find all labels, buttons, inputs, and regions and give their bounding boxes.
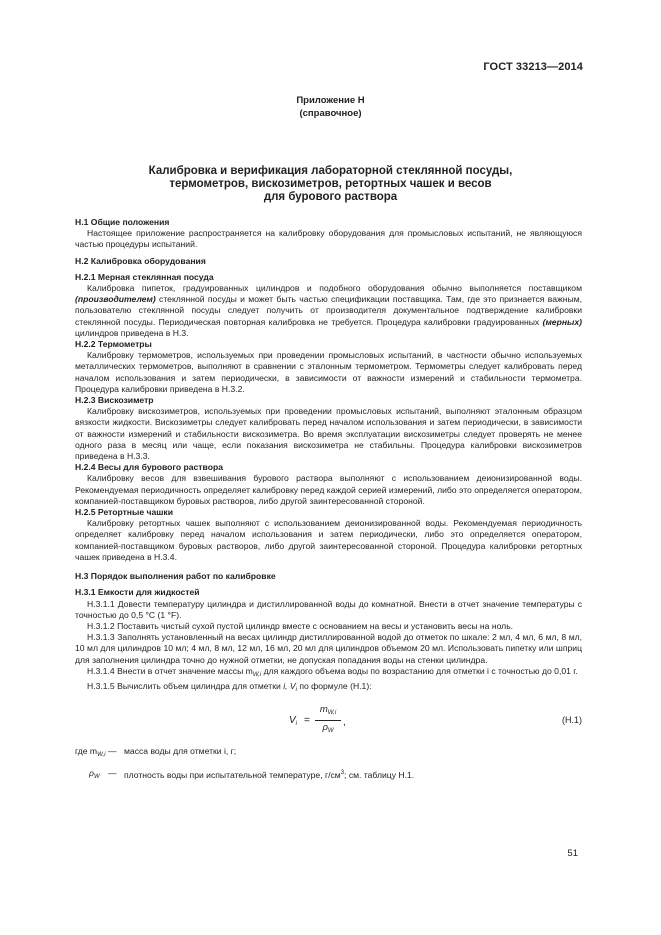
- paragraph-h25: Калибровку ретортных чашек выполняют с использованием деионизированной воды. Рекомендуемая периодичность определяет калибровку перед началом использования и затем периодически, либо это определяется оператором, компанией-поставщиком буровых растворов, либо другой заинтересованной стороной. Процедура калибровки ретортных чашек приведена в Н.3.4.: [75, 518, 582, 562]
- paragraph-h314: [75, 666, 582, 681]
- text-run: ; см. таблицу Н.1.: [344, 769, 415, 780]
- title-line-1: Калибровка и верификация лабораторной стеклянной посуды,: [148, 165, 513, 177]
- title-line-3: для бурового раствора: [263, 191, 398, 203]
- subsection-heading-h24: Н.2.4 Весы для бурового раствора: [75, 462, 223, 473]
- text-run: стеклянной посуды и может быть частью спецификации поставщика. Там, где это признается важным, пользователю стеклянной посуды следует получить от производителя документальное подтверждение калибровки стеклянной посуды. Периодическая повторная калибровка не требуется. Процедура калибровки градуированных: [75, 294, 582, 327]
- text-run: плотность воды при испытательной температуре, г/см: [124, 769, 341, 780]
- subsection-heading-h23: Н.2.3 Вискозиметр: [75, 395, 154, 406]
- formula-denominator: [315, 722, 341, 737]
- section-heading-h2: Н.2 Калибровка оборудования: [75, 255, 206, 266]
- where-text-rho: [124, 768, 414, 781]
- text-run: Н.3.1.5 Вычислить объем цилиндра для отметки: [87, 680, 281, 691]
- section-heading-h1: Н.1 Общие положения: [75, 217, 170, 227]
- annex-title: Приложение Н: [296, 95, 365, 106]
- standard-number: ГОСТ 33213—2014: [483, 61, 583, 73]
- formula-rho-subscript: W: [327, 728, 334, 735]
- formula-m-subscript: W,i: [327, 710, 337, 717]
- formula-rho: ρ: [322, 722, 328, 734]
- formula-v-subscript: i: [295, 721, 298, 728]
- where-line-1: [75, 746, 582, 768]
- page-number: 51: [567, 848, 578, 859]
- paragraph-h23: Калибровку вискозиметров, используемых при проведении промысловых испытаний, выполняют эталонным образцом вязкости жидкости. Вискозиметры следует калибровать перед началом использования и затем периодически, в зависимости от важности измерений и стабильности вискозиметра. Во время эксплуатации вискозиметры следует проверять не менее одного раза в месяц или чаще, если показания вискозиметра не стабильны. Процедура калибровки вискозиметров приведена в Н.3.3.: [75, 406, 582, 462]
- formula-fraction: [315, 704, 341, 737]
- document-title: [0, 165, 661, 204]
- fraction-bar: [315, 720, 341, 721]
- text-run: Н.3.1.4 Внести в отчет значение массы m: [87, 665, 253, 676]
- subscript: W,i: [252, 671, 262, 678]
- paragraph-h1: Настоящее приложение распространяется на калибровку оборудования для промысловых испытаний, не являющуюся частью процедуры испытаний.: [75, 228, 582, 250]
- formula-m: m: [319, 704, 328, 716]
- formula-v: V: [289, 715, 296, 727]
- text-run: для каждого объема воды по возрастанию для отметки i с точностью до 0,01 г.: [263, 665, 578, 676]
- text-run: по формуле (Н.1):: [299, 680, 372, 691]
- where-symbol-m: [75, 746, 106, 761]
- formula-lhs: [289, 715, 297, 730]
- formula-numerator: [315, 704, 341, 719]
- formula-equals: =: [304, 715, 310, 727]
- variable-v: V: [289, 680, 296, 691]
- formula-number: (Н.1): [562, 715, 582, 726]
- formula-h1: [75, 702, 582, 746]
- subsection-heading-h25: Н.2.5 Ретортные чашки: [75, 507, 174, 518]
- where-label: где m: [75, 746, 98, 757]
- where-dash: —: [108, 746, 117, 757]
- paragraph-h22: Калибровку термометров, используемых при проведении промысловых испытаний, в частности обычно используемых металлических термометров, выполняют в сравнении с эталонным термометром. Термометры следует калибровать перед началом использования и затем периодически, в зависимости от важности измерений и стабильности термометра. Процедура калибровки приведена в Н.3.2.: [75, 350, 582, 394]
- where-dash: —: [108, 768, 117, 779]
- emphasis-measuring: (мерных): [542, 316, 582, 327]
- emphasis-manufacturer: (производителем): [75, 294, 156, 305]
- where-symbol-rho: [89, 768, 100, 783]
- subscript: i: [295, 686, 297, 693]
- subsection-heading-h31: Н.3.1 Емкости для жидкостей: [75, 587, 200, 598]
- superscript: 3: [340, 770, 345, 777]
- text-run: Калибровка пипеток, градуированных цилиндров и подобного оборудования обычно выполняется поставщиком: [87, 283, 582, 294]
- annex-heading: [0, 94, 661, 120]
- paragraph-h312: Н.3.1.2 Поставить чистый сухой пустой цилиндр вместе с основанием на весы и установить весы на ноль.: [87, 620, 514, 631]
- paragraph-h21: [75, 283, 582, 339]
- paragraph-h24: Калибровку весов для взвешивания бурового раствора выполняют с использованием деионизированной воды. Рекомендуемая периодичность определяет калибровку перед каждой серией измерений, либо это определяется оператором, компанией-поставщиком буровых растворов, либо другой заинтересованной стороной.: [75, 473, 582, 506]
- document-body: [75, 217, 582, 790]
- where-text-m: масса воды для отметки i, г;: [124, 746, 237, 757]
- text-run: цилиндров приведена в Н.3.: [75, 327, 189, 338]
- where-line-2: [75, 768, 582, 790]
- paragraph-h311: Н.3.1.1 Довести температуру цилиндра и дистиллированной воды до комнатной. Внести в отчет значение температуры с точностью до 0,5 °С (1 °F).: [75, 598, 582, 620]
- subsection-heading-h21: Н.2.1 Мерная стеклянная посуда: [75, 271, 214, 282]
- paragraph-h313: Н.3.1.3 Заполнять установленный на весах цилиндр дистиллированной водой до отметок по шкале: 2 мл, 4 мл, 6 мл, 8 мл, 10 мл для цилиндров 10 мл; 4 мл, 8 мл, 12 мл, 16 мл, 20 мл для цилиндров объемом 20 мл. Использовать пипетку или шприц для заполнения цилиндра точно до нужной отметки, не допуская попадания воды на стенки цилиндра.: [75, 632, 582, 665]
- section-heading-h3: Н.3 Порядок выполнения работ по калибровке: [75, 571, 276, 582]
- annex-note: (справочное): [299, 108, 362, 119]
- formula-comma: ,: [343, 717, 346, 729]
- subscript: W,i: [97, 752, 106, 759]
- subscript: W: [93, 774, 100, 781]
- subsection-heading-h22: Н.2.2 Термометры: [75, 339, 152, 350]
- paragraph-h315: [75, 681, 582, 696]
- title-line-2: термометров, вискозиметров, ретортных чашек и весов: [169, 178, 492, 190]
- variable-i: i,: [283, 680, 288, 691]
- where-label: ρ: [89, 768, 94, 779]
